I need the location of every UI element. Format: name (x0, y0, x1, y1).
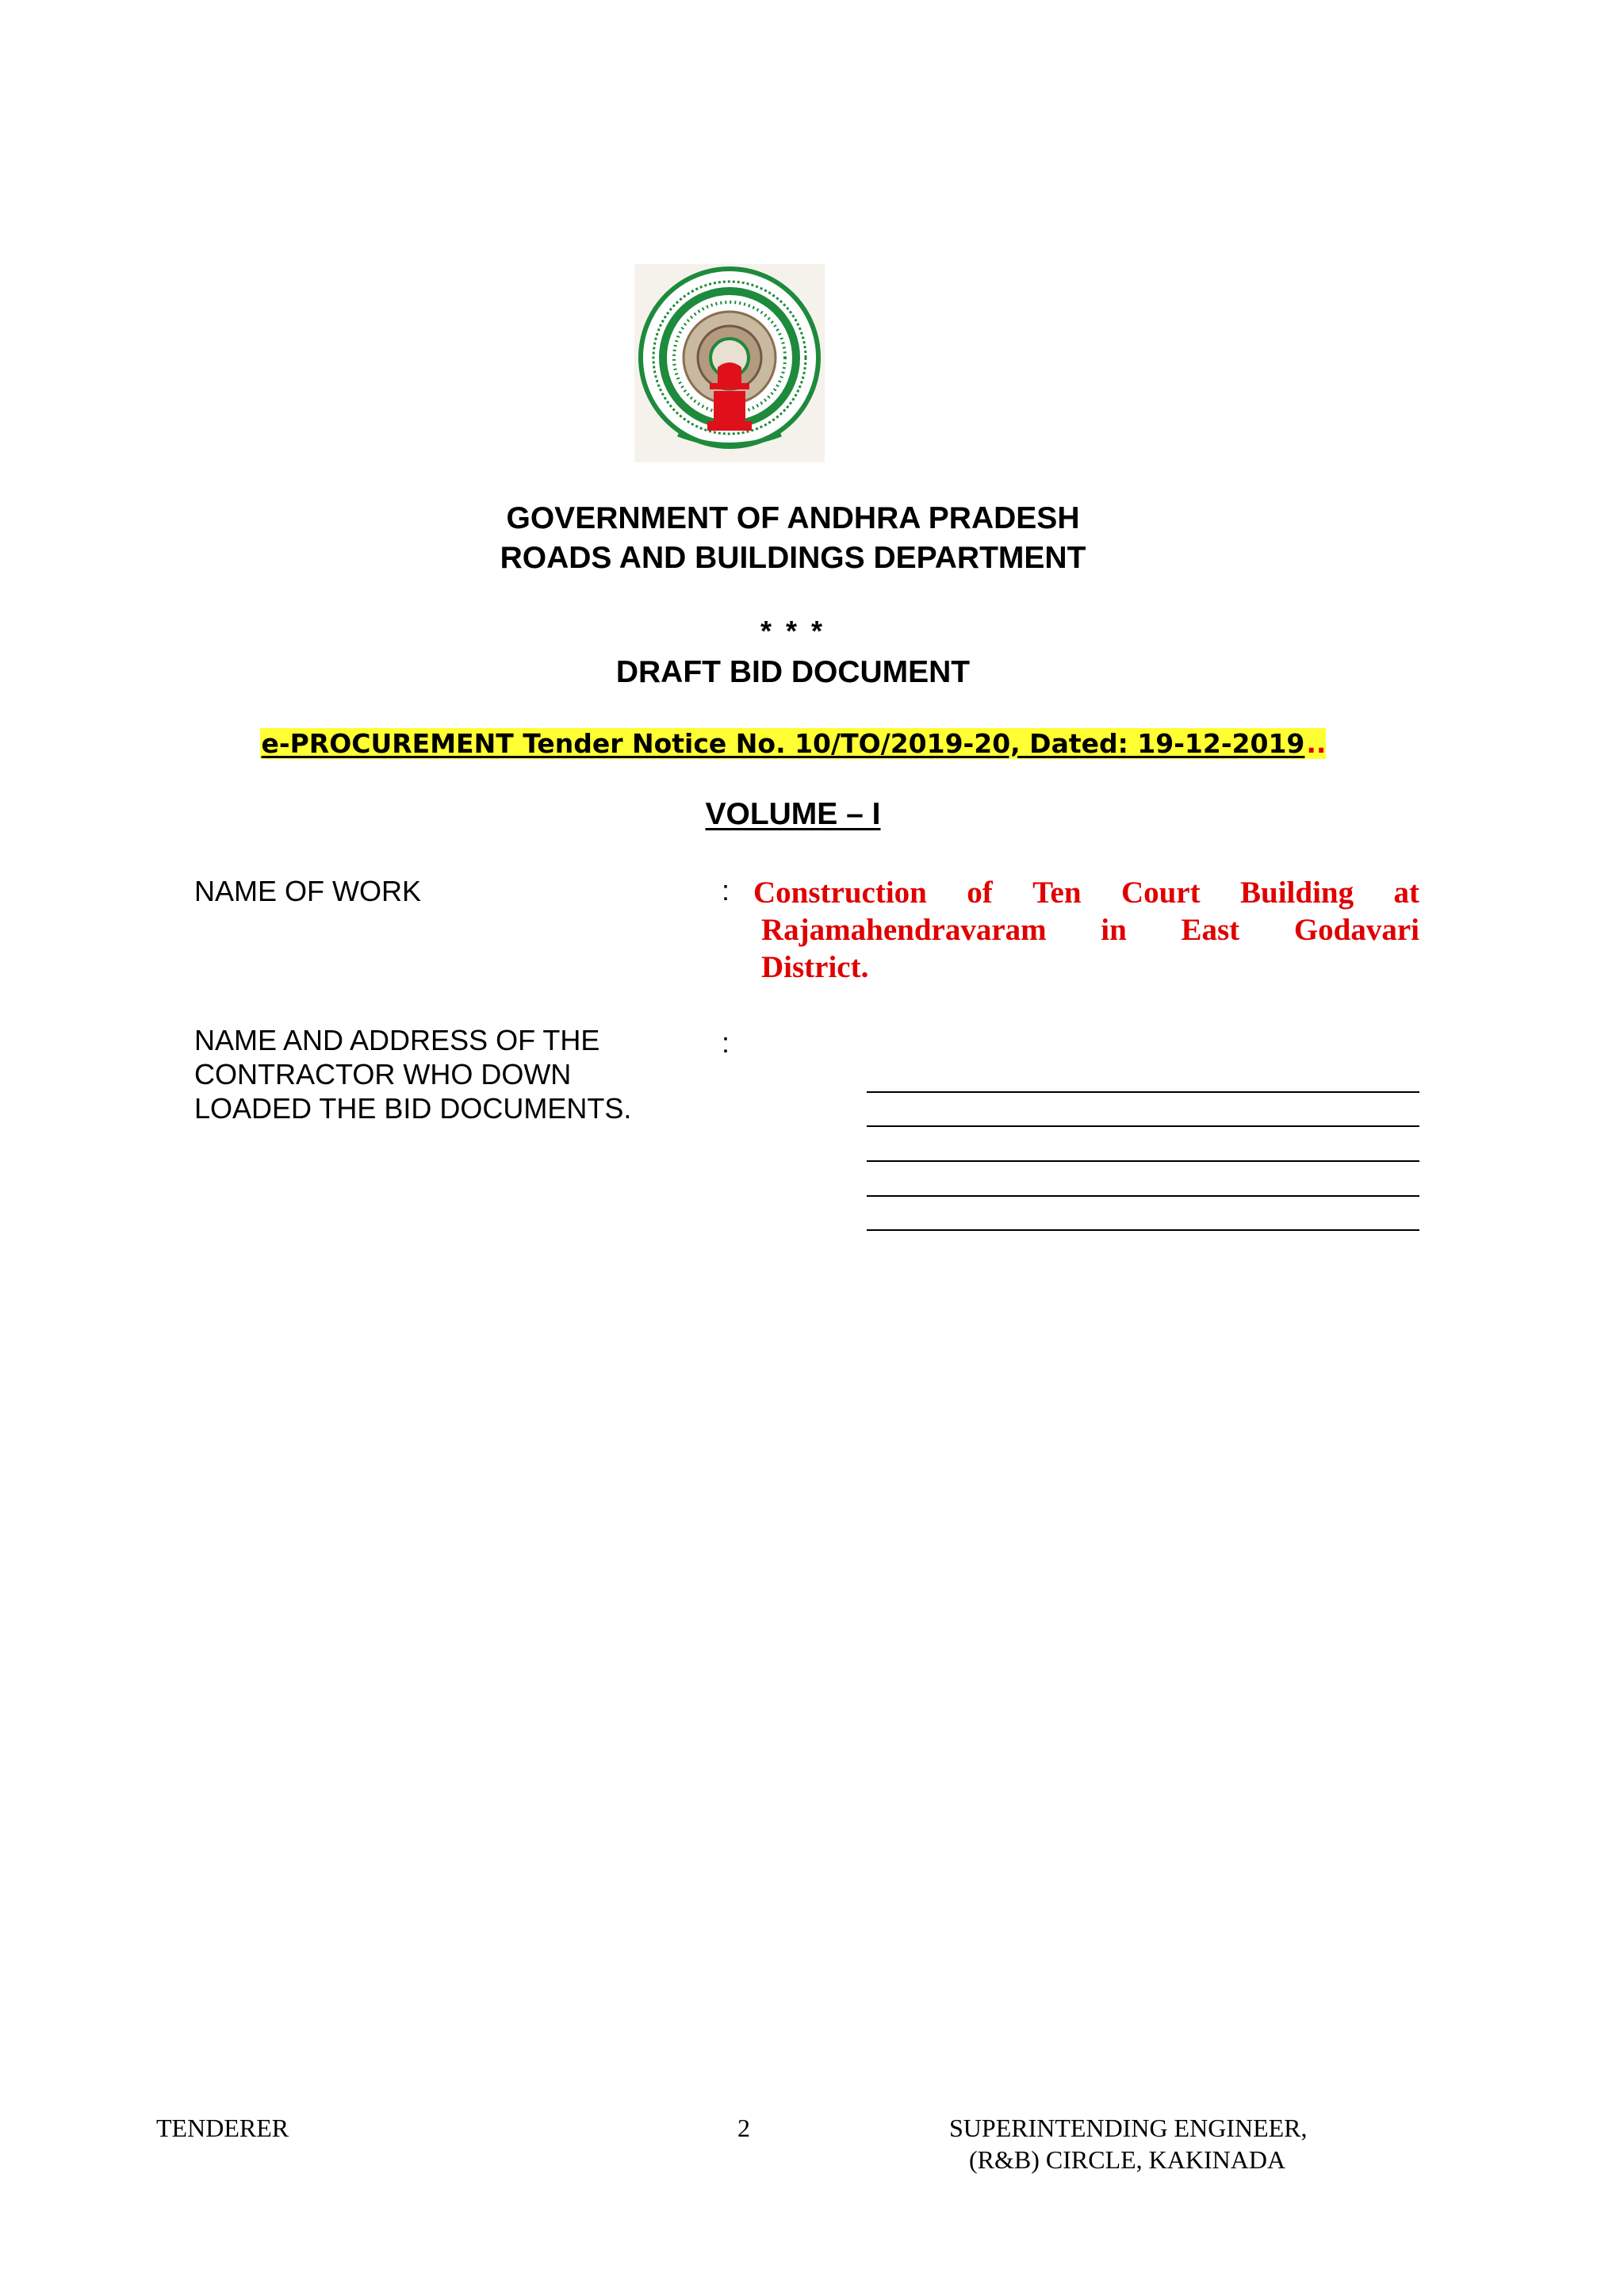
work-word: Rajamahendravaram (761, 913, 1047, 947)
address-fill-line[interactable] (867, 1160, 1419, 1162)
contractor-label-line: NAME AND ADDRESS OF THE (194, 1024, 600, 1056)
work-name (753, 874, 1419, 986)
address-fill-line[interactable] (867, 1125, 1419, 1127)
work-colon: : (722, 874, 730, 907)
work-label: NAME OF WORK (194, 875, 421, 907)
work-word: Building (1240, 876, 1354, 910)
contractor-label (194, 1023, 702, 1125)
work-word: Construction (753, 876, 927, 910)
contractor-label-line: LOADED THE BID DOCUMENTS. (194, 1092, 632, 1125)
work-name-line3: District. (761, 950, 869, 984)
work-name-line1 (753, 874, 1419, 911)
work-word: of (967, 876, 993, 910)
work-name-line2 (753, 911, 1419, 949)
work-word: East (1181, 913, 1240, 947)
address-fill-line[interactable] (867, 1091, 1419, 1093)
work-word: Ten (1032, 876, 1082, 910)
tender-notice-trailing: .. (1306, 728, 1327, 759)
government-title: GOVERNMENT OF ANDHRA PRADESH (506, 501, 1080, 535)
contractor-label-line: CONTRACTOR WHO DOWN (194, 1058, 572, 1091)
tender-notice (0, 728, 1586, 759)
page-number: 2 (737, 2114, 750, 2142)
address-fill-line[interactable] (867, 1195, 1419, 1197)
address-fill-line[interactable] (867, 1229, 1419, 1231)
tender-notice-text: e-PROCUREMENT Tender Notice No. 10/TO/2019-20, Dated: 19-12-2019 (261, 728, 1305, 759)
department-title: ROADS AND BUILDINGS DEPARTMENT (500, 541, 1086, 575)
footer-signatory-title: SUPERINTENDING ENGINEER, (949, 2114, 1308, 2142)
document-title: DRAFT BID DOCUMENT (615, 655, 971, 689)
work-word: Court (1120, 876, 1201, 910)
footer-signatory-office: (R&B) CIRCLE, KAKINADA (969, 2145, 1286, 2174)
work-word: Godavari (1293, 913, 1419, 947)
work-word: at (1393, 876, 1419, 910)
footer-tenderer: TENDERER (156, 2114, 289, 2142)
contractor-colon: : (722, 1026, 730, 1059)
separator: * * * (760, 615, 826, 647)
work-word: in (1101, 913, 1127, 947)
state-emblem-icon (634, 264, 825, 462)
volume-heading: VOLUME – I (705, 797, 881, 831)
